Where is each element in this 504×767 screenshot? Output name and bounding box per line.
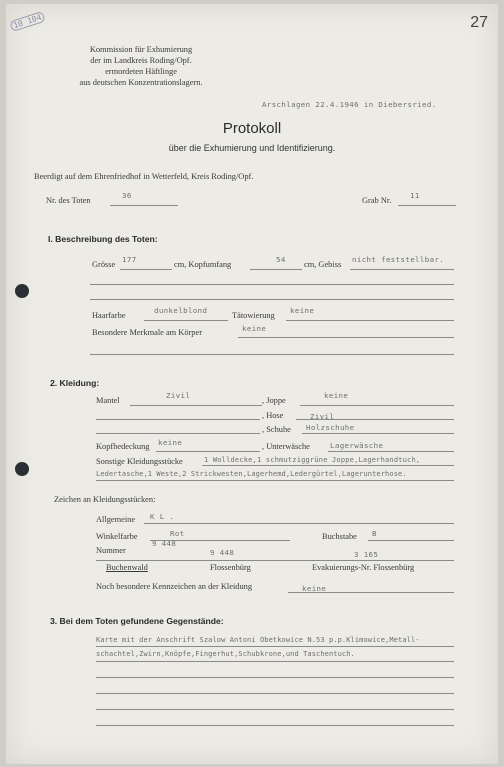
underwear-label: , Unterwäsche [262,442,310,451]
coat-label: Mantel [96,396,120,405]
teeth-value: nicht feststellbar. [352,255,445,264]
grave-number-value: 11 [410,191,420,200]
number-label: Nummer [96,546,126,555]
grave-number-label: Grab Nr. [362,196,392,205]
commission-line: Kommission für Exhumierung [89,45,193,54]
underwear-value: Lagerwäsche [330,441,384,450]
commission-line: der im Landkreis Roding/Opf. [90,56,192,65]
punch-hole [15,462,29,476]
jacket-value: keine [324,391,349,400]
size-unit-label: cm, Kopfumfang [174,260,232,269]
found-items-line: Karte mit der Anschrift Szalow Antoni Obetkowice N.53 p.p.Klimowice,Metall- [96,636,420,644]
size-label: Grösse [92,260,116,269]
angle-color-value: Rot [170,529,185,538]
place-date: Arschlagen 22.4.1946 in Diebersried. [262,100,437,109]
letter-label: Buchstabe [322,532,357,541]
marks-value: keine [242,324,267,333]
flossenburg-label: Flossenbürg [210,563,251,572]
flossenburg-number-value: 9 448 [210,548,235,557]
headwear-value: keine [158,438,183,447]
teeth-label: cm, Gebiss [304,260,342,269]
buchenwald-label: Buchenwald [106,563,148,572]
coat-value: Zivil [166,391,191,400]
general-marks-label: Allgemeine [96,515,136,524]
shoes-label: , Schuhe [262,425,291,434]
dead-number-value: 36 [122,191,132,200]
section-heading: 2. Kleidung: [50,378,100,388]
burial-place: Beerdigt auf dem Ehrenfriedhof in Wetterfeld, Kreis Roding/Opf. [34,172,254,181]
jacket-label: , Joppe [262,396,286,405]
size-value: 177 [122,255,137,264]
clothing-marks-heading: Zeichen an Kleidungsstücken: [54,495,156,504]
commission-line: ermordeten Häftlinge [105,67,177,76]
headwear-label: Kopfbedeckung [96,442,150,451]
section-heading: 3. Bei dem Toten gefundene Gegenstände: [50,616,224,626]
found-items-line: schachtel,Zwirn,Knöpfe,Fingerhut,Schubkrone,und Taschentuch. [96,650,355,658]
tattoo-value: keine [290,306,315,315]
archive-stamp: 10 104 [9,11,46,32]
marks-label: Besondere Merkmale am Körper [92,328,202,337]
trousers-value: Zivil [310,412,335,421]
further-marks-label: Noch besondere Kennzeichen an der Kleidung [96,582,253,591]
protocol-page [6,4,498,764]
other-clothing-value: Ledertasche,1 Weste,2 Strickwesten,Lagerhemd,Ledergürtel,Lagerunterhose. [96,470,407,478]
further-marks-value: keine [302,584,327,593]
other-clothing-label: Sonstige Kleidungsstücke [96,457,183,466]
document-subtitle: über die Exhumierung und Identifizierung. [168,143,336,153]
section-heading: I. Beschreibung des Toten: [48,234,158,244]
punch-hole [15,284,29,298]
document-title: Protokoll [222,120,282,137]
dead-number-label: Nr. des Toten [46,196,91,205]
tattoo-label: Tätowierung [232,311,275,320]
number-value: 9 448 [152,539,177,548]
head-circumference-value: 54 [276,255,286,264]
evacuation-number-value: 3 165 [354,550,379,559]
general-marks-value: K L . [150,512,175,521]
shoes-value: Holzschuhe [306,423,355,432]
hair-label: Haarfarbe [92,311,126,320]
other-clothing-value: 1 Wolldecke,1 schmutziggrüne Joppe,Lagerhandtuch, [204,456,421,464]
hair-value: dunkelblond [154,306,208,315]
commission-line: aus deutschen Konzentrationslagern. [79,78,203,87]
letter-value: B [372,529,377,538]
evacuation-label: Evakuierungs-Nr. Flossenbürg [312,563,415,572]
commission-header [46,44,236,88]
page-number: 27 [470,14,488,31]
angle-color-label: Winkelfarbe [96,532,138,541]
trousers-label: , Hose [262,411,284,420]
